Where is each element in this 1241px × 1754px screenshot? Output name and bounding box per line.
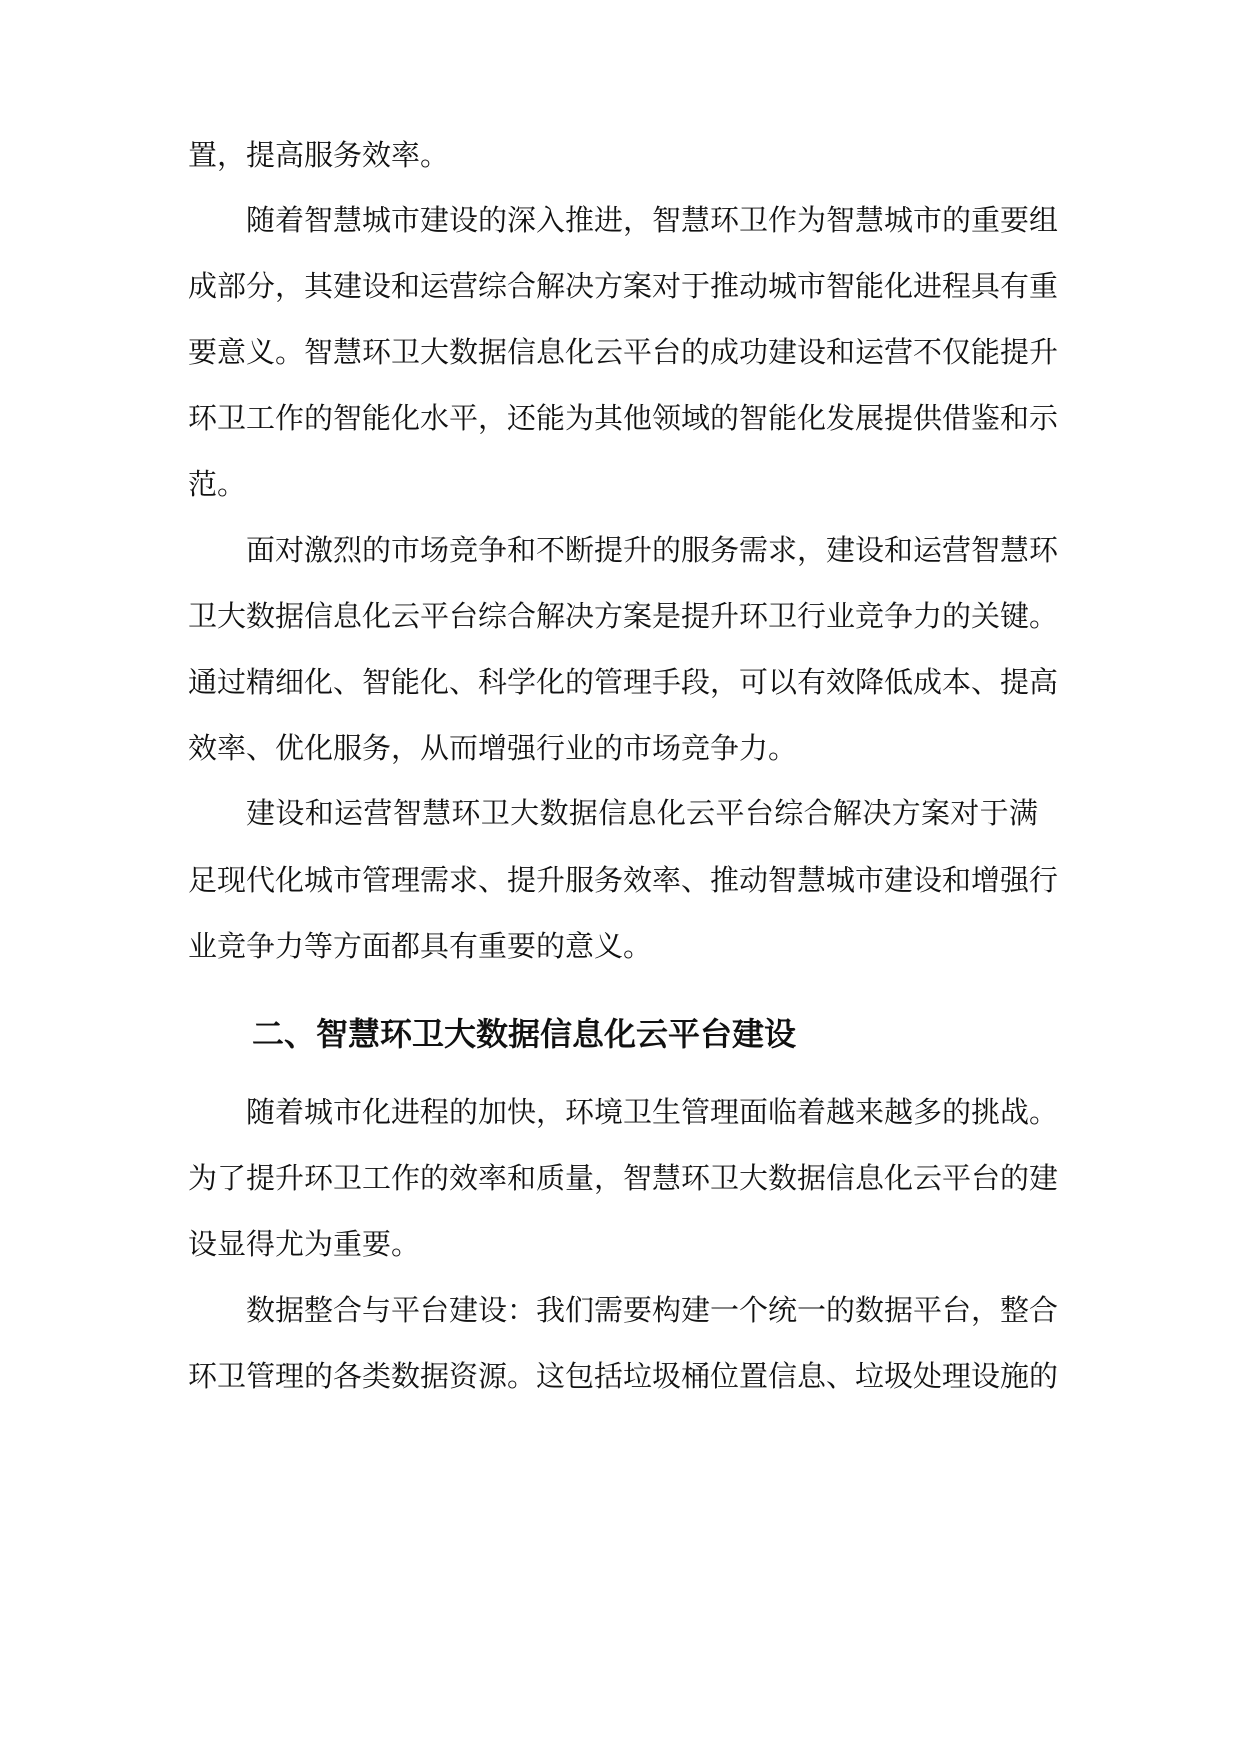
text-line-7: 面对激烈的市场竞争和不断提升的服务需求，建设和运营智慧环: [246, 533, 1058, 567]
text-line-10: 效率、优化服务，从而增强行业的市场竞争力。: [188, 731, 798, 765]
text-line-12: 足现代化城市管理需求、提升服务效率、推动智慧城市建设和增强行: [188, 863, 1058, 897]
text-line-2: 随着智慧城市建设的深入推进，智慧环卫作为智慧城市的重要组: [246, 203, 1058, 237]
text-line-8: 卫大数据信息化云平台综合解决方案是提升环卫行业竞争力的关键。: [188, 599, 1058, 633]
section-heading: 二、智慧环卫大数据信息化云平台建设: [252, 1015, 797, 1053]
text-line-14: 随着城市化进程的加快，环境卫生管理面临着越来越多的挑战。: [246, 1095, 1058, 1129]
text-line-6: 范。: [188, 467, 247, 501]
text-line-4: 要意义。智慧环卫大数据信息化云平台的成功建设和运营不仅能提升: [188, 335, 1058, 369]
text-line-3: 成部分，其建设和运营综合解决方案对于推动城市智能化进程具有重: [188, 269, 1058, 303]
text-line-18: 环卫管理的各类数据资源。这包括垃圾桶位置信息、垃圾处理设施的: [188, 1359, 1058, 1393]
text-line-17: 数据整合与平台建设：我们需要构建一个统一的数据平台，整合: [246, 1293, 1058, 1327]
text-line-16: 设显得尤为重要。: [188, 1227, 421, 1261]
text-line-13: 业竞争力等方面都具有重要的意义。: [188, 929, 653, 963]
text-line-11: 建设和运营智慧环卫大数据信息化云平台综合解决方案对于满: [246, 796, 1038, 830]
text-line-9: 通过精细化、智能化、科学化的管理手段，可以有效降低成本、提高: [188, 665, 1058, 699]
text-line-1: 置，提高服务效率。: [188, 138, 450, 172]
text-line-5: 环卫工作的智能化水平，还能为其他领域的智能化发展提供借鉴和示: [188, 401, 1058, 435]
text-line-15: 为了提升环卫工作的效率和质量，智慧环卫大数据信息化云平台的建: [188, 1161, 1058, 1195]
